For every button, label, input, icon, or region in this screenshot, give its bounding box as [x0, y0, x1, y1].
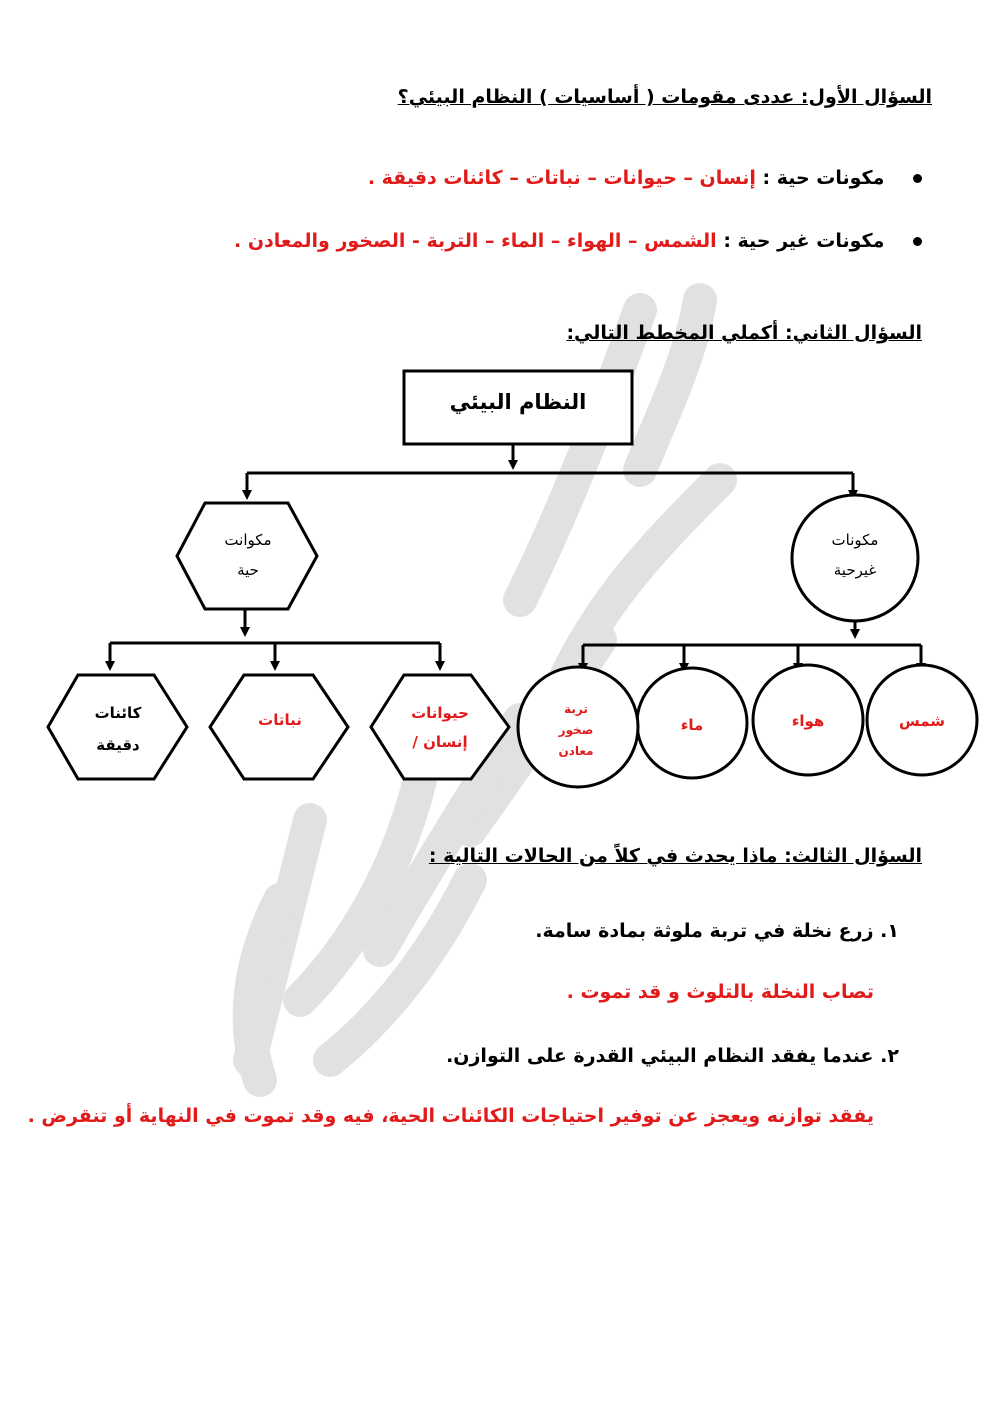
question-3-item-2 — [446, 1045, 899, 1067]
item-number: ١. — [880, 920, 899, 942]
abiotic-circle — [792, 495, 918, 621]
question-1-title: السؤال الأول: عددى مقومات ( أساسيات ) النظام البيئي؟ — [397, 86, 932, 108]
abiotic-label-2: غيرحية — [833, 561, 877, 579]
answer-2: يفقد توازنه ويعجز عن توفير احتياجات الكائنات الحية، فيه وقد تموت في النهاية أو تنقرض . — [27, 1105, 874, 1127]
question-2-title: السؤال الثاني: أكملي المخطط التالي: — [566, 322, 922, 344]
bullet-answer: إنسان – حيوانات – نباتات – كائنات دقيقة . — [367, 167, 756, 189]
child-air: هواء — [791, 712, 825, 730]
child-animals-1: حيوانات — [411, 704, 469, 722]
item-number: ٢. — [880, 1045, 899, 1067]
child-micro-2: دقيقة — [96, 736, 140, 754]
item-text: زرع نخلة في تربة ملوثة بمادة سامة. — [535, 920, 874, 942]
root-label: النظام البيئي — [449, 390, 587, 414]
biotic-hexagon — [177, 503, 317, 609]
question-3-item-1 — [535, 920, 899, 942]
bullet-answer: الشمس – الهواء – الماء – التربة - الصخور والمعادن . — [233, 230, 717, 252]
child-sun: شمس — [898, 712, 946, 730]
child-soil-3: معادن — [558, 744, 594, 758]
abiotic-label-1: مكونات — [831, 531, 879, 549]
answer-1: تصاب النخلة بالتلوث و قد تموت . — [566, 981, 874, 1003]
item-text: عندما يفقد النظام البيئي القدرة على التوازن. — [446, 1045, 874, 1067]
child-plants: نباتات — [258, 711, 302, 729]
child-soil-2: صخور — [558, 723, 594, 737]
child-animals-2: / إنسان — [412, 733, 468, 751]
bullet-label: مكونات غير حية : — [723, 230, 885, 252]
biotic-label-1: مكوانت — [224, 531, 272, 549]
question-3-title: السؤال الثالث: ماذا يحدث في كلاً من الحالات التالية : — [428, 845, 922, 867]
bullet-label: مكونات حية : — [762, 167, 885, 189]
child-hexagon-animals — [371, 675, 509, 779]
child-micro-1: كائنات — [94, 704, 142, 722]
child-hexagon-microorganisms — [48, 675, 187, 779]
child-water: ماء — [680, 716, 704, 734]
child-soil-1: تربة — [564, 702, 588, 716]
biotic-label-2: حية — [237, 561, 259, 579]
